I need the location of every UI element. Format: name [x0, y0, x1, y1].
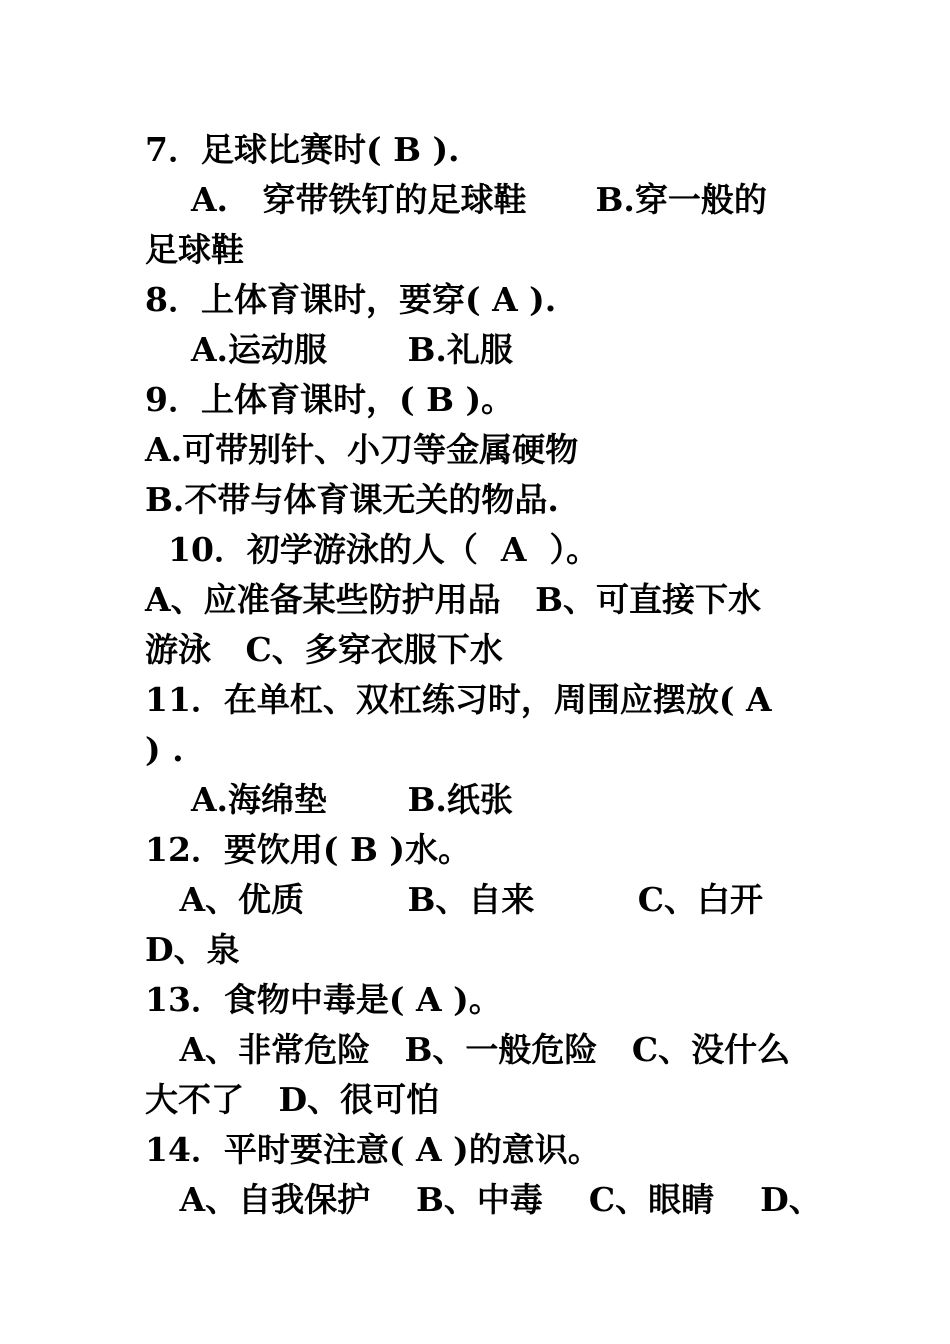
question-12: 12．要饮用( B )水。 — [145, 830, 472, 869]
question-7: 7．足球比赛时( B ). — [145, 130, 460, 169]
question-9-option-a: A.可带别针、小刀等金属硬物 — [145, 430, 579, 469]
question-13-options-cont: 大不了 D、很可怕 — [145, 1080, 440, 1119]
question-9-option-b: B.不带与体育课无关的物品. — [145, 480, 559, 519]
question-10: 10．初学游泳的人（ A ）。 — [145, 530, 599, 569]
question-13-options: A、非常危险 B、一般危险 C、没什么 — [145, 1030, 791, 1069]
question-12-options: A、优质 B、自来 C、白开 — [145, 880, 764, 919]
question-11-cont: ) . — [145, 730, 184, 769]
question-11: 11．在单杠、双杠练习时，周围应摆放( A — [145, 680, 772, 719]
question-14-options: A、自我保护 B、中毒 C、眼睛 D、 — [145, 1180, 822, 1219]
question-13: 13．食物中毒是( A )。 — [145, 980, 502, 1019]
question-14: 14．平时要注意( A )的意识。 — [145, 1130, 601, 1169]
question-8-options: A.运动服 B.礼服 — [145, 330, 513, 369]
question-11-options: A.海绵垫 B.纸张 — [145, 780, 513, 819]
question-9: 9．上体育课时，( B )。 — [145, 380, 515, 419]
question-8: 8．上体育课时，要穿( A ). — [145, 280, 557, 319]
question-10-options: A、应准备某些防护用品 B、可直接下水 — [145, 580, 761, 619]
question-10-options-cont: 游泳 C、多穿衣服下水 — [145, 630, 503, 669]
question-7-options: A. 穿带铁钉的足球鞋 B.穿一般的 — [145, 180, 767, 219]
question-7-options-cont: 足球鞋 — [145, 230, 244, 269]
question-12-options-cont: D、泉 — [145, 930, 240, 969]
